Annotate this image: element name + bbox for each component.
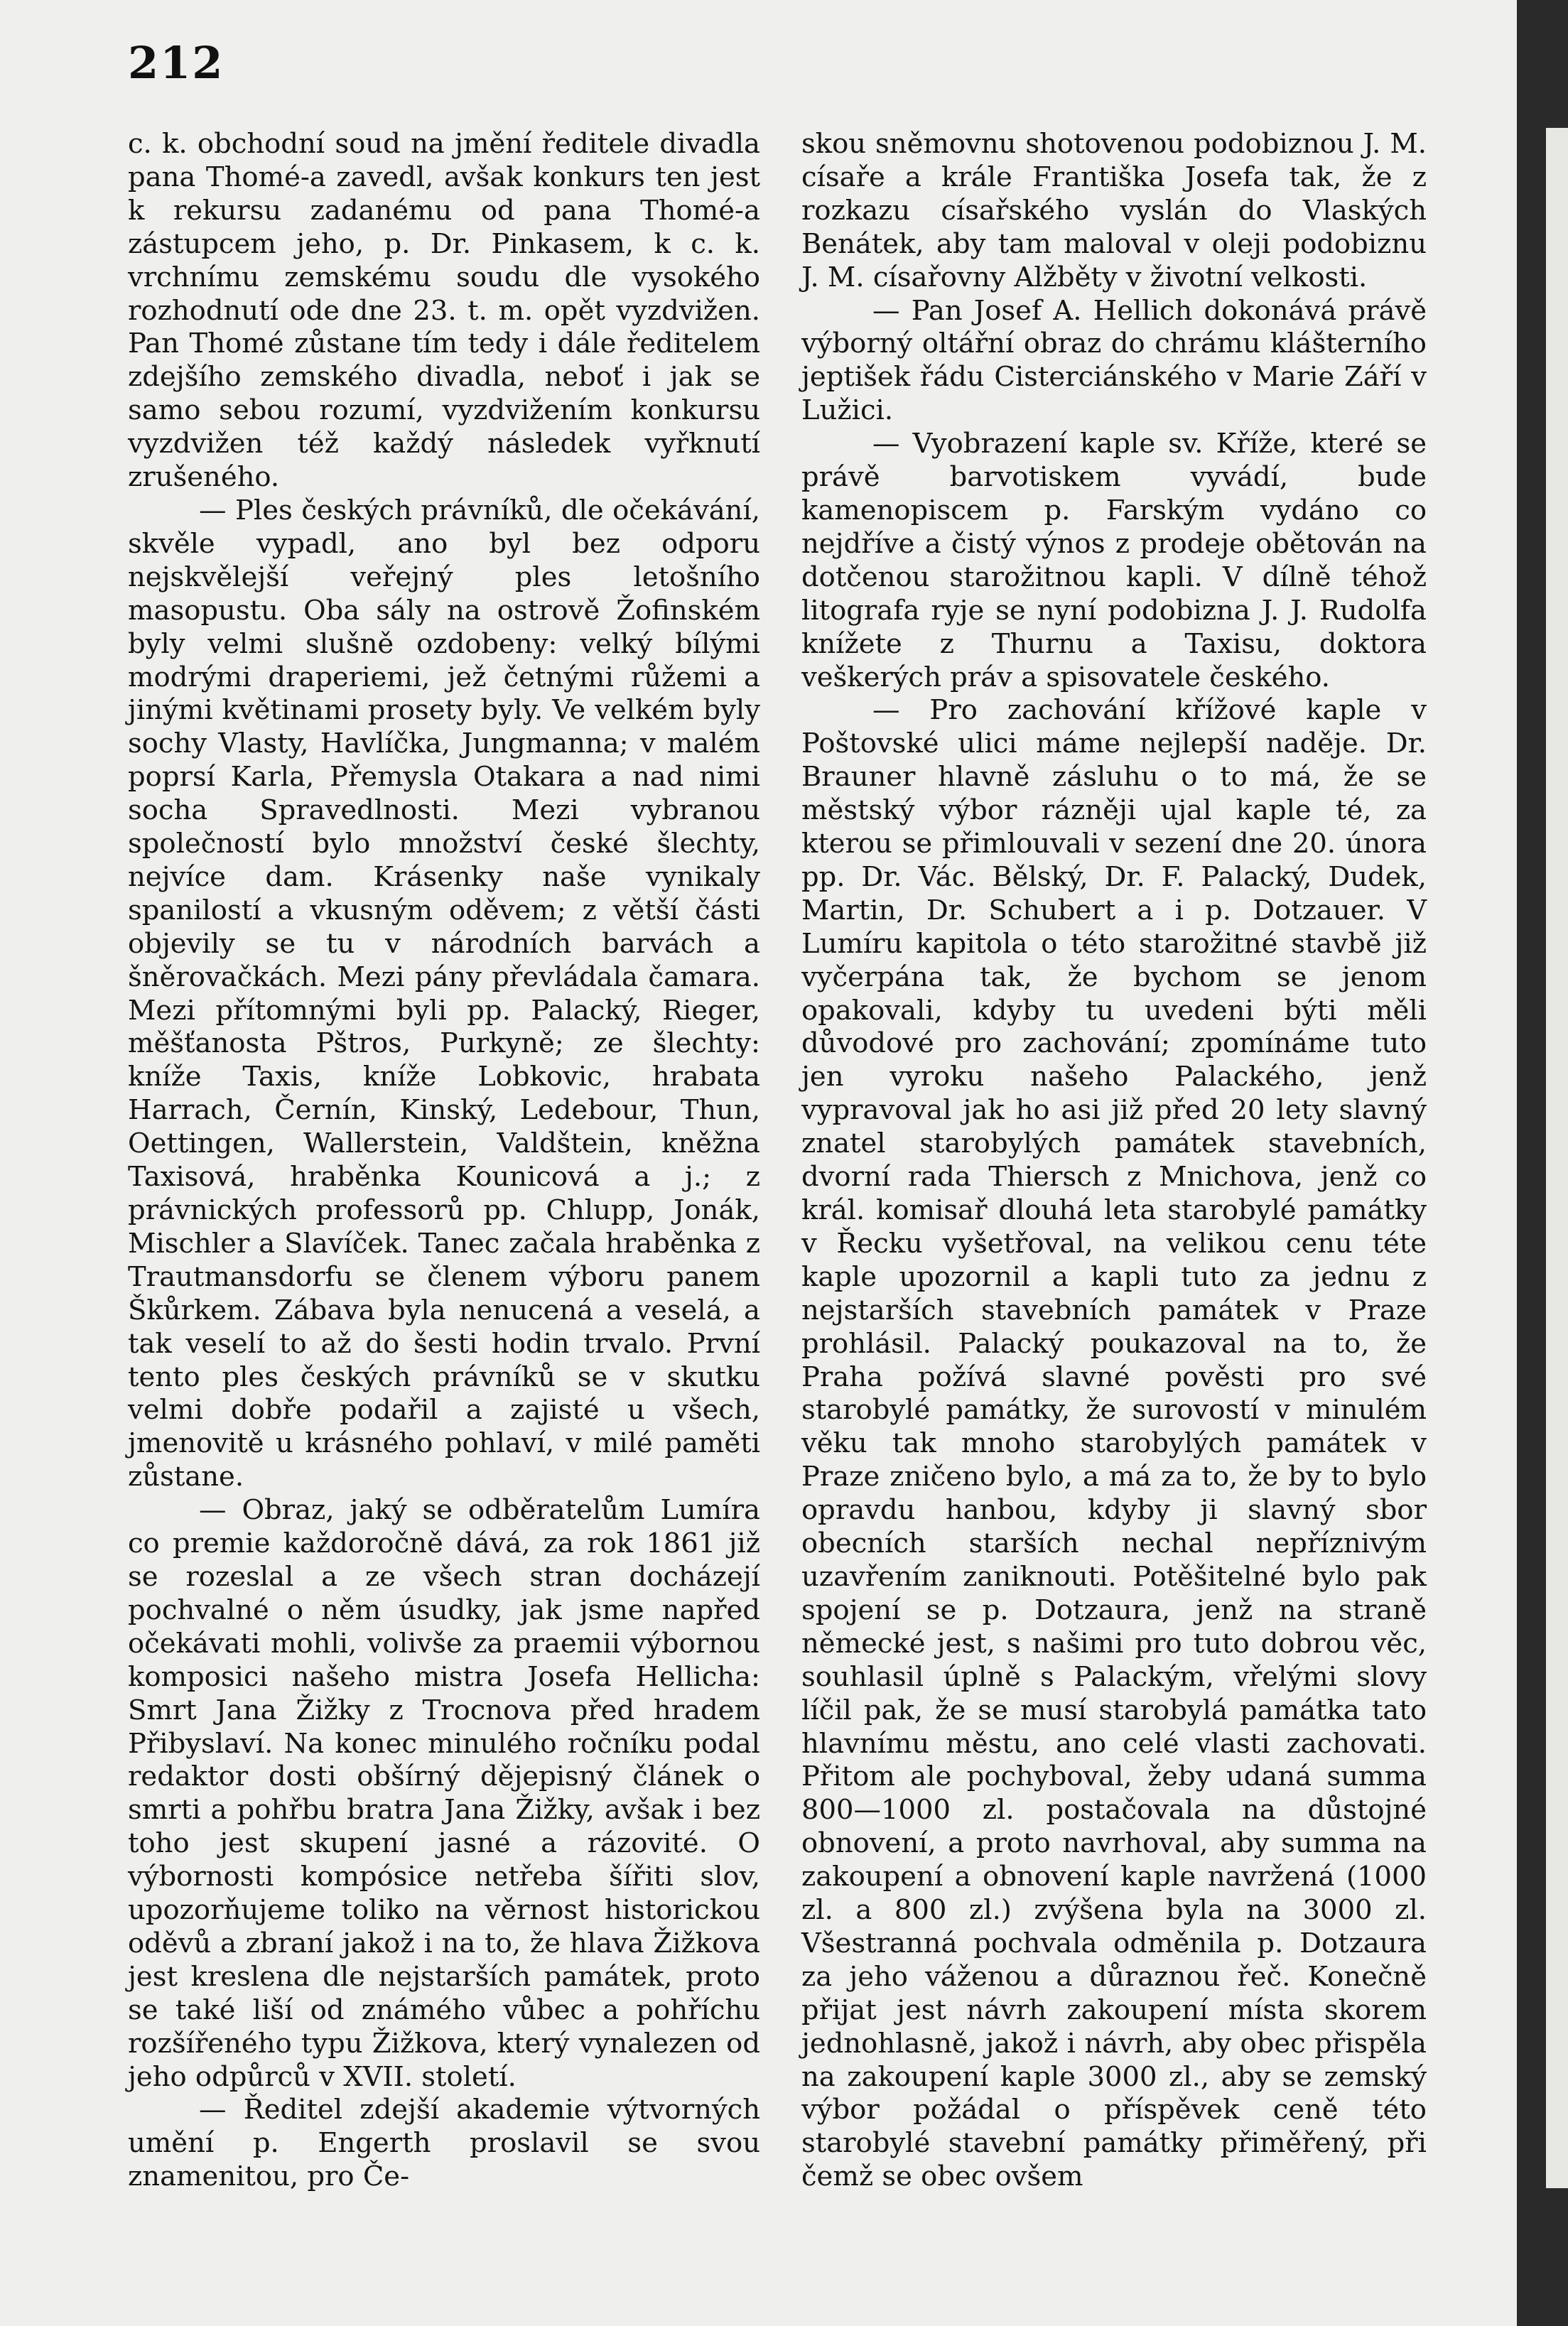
left-paragraph-court: c. k. obchodní soud na jmění ředitele divadla pana Thomé-a zavedl, avšak konkurs ten jest k rekursu zadanému od pana Thomé-a zástupcem jeho, p. Dr. Pinkasem, k c. k. vrchnímu zemskému soudu dle vysokého rozhodnutí ode dne 23. t. m. opět vyzdvižen. Pan Thomé zůstane tím tedy i dále ředitelem zdejšího zemského divadla, neboť i jak se samo sebou rozumí, vyzdvižením konkursu vyzdvižen též každý následek vyřknutí zrušeného. [128, 128, 760, 494]
left-column [128, 128, 760, 2194]
left-paragraph-painting: — Obraz, jaký se odběratelům Lumíra co premie každoročně dává, za rok 1861 již se rozeslal a ze všech stran docházejí pochvalné o něm úsudky, jak jsme napřed očekávati mohli, volivše za praemii výbornou komposici našeho mistra Josefa Hellicha: Smrt Jana Žižky z Trocnova před hradem Přibyslaví. Na konec minulého ročníku podal redaktor dosti obšírný dějepisný článek o smrti a pohřbu bratra Jana Žižky, avšak i bez toho jest skupení jasné a rázovité. O výbornosti kompósice netřeba šířiti slov, upozorňujeme toliko na věrnost historickou oděvů a zbraní jakož i na to, že hlava Žižkova jest kreslena dle nejstarších památek, proto se také liší od známého vůbec a pohříchu rozšířeného typu Žižkova, který vynalezen od jeho odpůrců v XVII. století. [128, 1494, 760, 2093]
left-paragraph-ball: — Ples českých právníků, dle očekávání, skvěle vypadl, ano byl bez odporu nejskvělejší veřejný ples letošního masopustu. Oba sály na ostrově Žofinském byly velmi slušně ozdobeny: velký bílými modrými draperiemi, jež četnými růžemi a jinými květinami prosety byly. Ve velkém byly sochy Vlasty, Havlíčka, Jungmanna; v malém poprsí Karla, Přemysla Otakara a nad nimi socha Spravedlnosti. Mezi vybranou společností bylo množství české šlechty, nejvíce dam. Krásenky naše vynikaly spanilostí a vkusným oděvem; z větší části objevily se tu v národních barvách a šněrovačkách. Mezi pány převládala čamara. Mezi přítomnými byli pp. Palacký, Rieger, měšťanosta Pštros, Purkyně; ze šlechty: kníže Taxis, kníže Lobkovic, hrabata Harrach, Černín, Kinský, Ledebour, Thun, Oettingen, Wallerstein, Valdštein, kněžna Taxisová, hraběnka Kounicová a j.; z právnických professorů pp. Chlupp, Jonák, Mischler a Slavíček. Tanec začala hraběnka z Trautmansdorfu se členem výboru panem Škůrkem. Zábava byla nenucená a veselá, a tak veselí to až do šesti hodin trvalo. První tento ples českých právníků se v skutku velmi dobře podařil a zajisté u všech, jmenovitě u krásného pohlaví, v milé paměti zůstane. [128, 494, 760, 1493]
right-paragraph-chapel-preservation: — Pro zachování křížové kaple v Poštovské ulici máme nejlepší naděje. Dr. Brauner hlavně zásluhu o to má, že se městský výbor rázněji ujal kaple té, za kterou se přimlouvali v sezení dne 20. února pp. Dr. Vác. Bělský, Dr. F. Palacký, Dudek, Martin, Dr. Schubert a i p. Dotzauer. V Lumíru kapitola o této starožitné stavbě již vyčerpána tak, že bychom se jenom opakovali, kdyby tu uvedeni býti měli důvodové pro zachování; zpomínáme tuto jen vyroku našeho Palackého, jenž vypravoval jak ho asi již před 20 lety slavný znatel starobylých památek stavebních, dvorní rada Thiersch z Mnichova, jenž co král. komisař dlouhá leta starobylé památky v Řecku vyšetřoval, na velikou cenu téte kaple upozornil a kapli tuto za jednu z nejstarších stavebních památek v Praze prohlásil. Palacký poukazoval na to, že Praha požívá slavné pověsti pro své starobylé památky, že surovostí v minulém věku tak mnoho starobylých památek v Praze zničeno bylo, a má za to, že by to bylo opravdu hanbou, kdyby ji slavný sbor obecních starších nechal nepříznivým uzavřením zaniknouti. Potěšitelné bylo pak spojení se p. Dotzaura, jenž na straně německé jest, s našimi pro tuto dobrou věc, souhlasil úplně s Palackým, vřelými slovy líčil pak, že se musí starobylá památka tato hlavnímu městu, ano celé vlasti zachovati. Přitom ale pochyboval, žeby udaná summa 800—1000 zl. postačovala na důstojné obnovení, a proto navrhoval, aby summa na zakoupení a obnovení kaple navržená (1000 zl. a 800 zl.) zvýšena byla na 3000 zl. Všestranná pochvala odměnila p. Dotzaura za jeho váženou a důraznou řeč. Konečně přijat jest návrh zakoupení místa skorem jednohlasně, jakož i návrh, aby obec přispěla na zakoupení kaple 3000 zl., aby se zemský výbor požádal o příspěvek ceně této starobylé stavební památky přiměřený, při čemž se obec ovšem [801, 694, 1427, 2193]
right-paragraph-chapel-image: — Vyobrazení kaple sv. Kříže, které se právě barvotiskem vyvádí, bude kamenopiscem p. Farským vydáno co nejdříve a čistý výnos z prodeje obětován na dotčenou starožitnou kapli. V dílně téhož litografa ryje se nyní podobizna J. J. Rudolfa knížete z Thurnu a Taxisu, doktora veškerých práv a spisovatele českého. [801, 428, 1427, 693]
right-paragraph-altar: — Pan Josef A. Hellich dokonává právě výborný oltářní obraz do chrámu klášterního jeptišek řádu Cisterciánského v Marie Září v Lužici. [801, 294, 1427, 427]
page-number: 212 [128, 37, 225, 89]
next-page-edge [1546, 128, 1568, 2188]
right-column [801, 128, 1427, 2194]
left-paragraph-academy: — Ředitel zdejší akademie výtvorných umění p. Engerth proslavil se svou znamenitou, pro Če- [128, 2094, 760, 2193]
right-paragraph-portrait: skou sněmovnu shotovenou podobiznou J. M. císaře a krále Františka Josefa tak, že z rozkazu císařského vyslán do Vlaských Benátek, aby tam maloval v oleji podobiznu J. M. císařovny Alžběty v životní velkosti. [801, 128, 1427, 293]
